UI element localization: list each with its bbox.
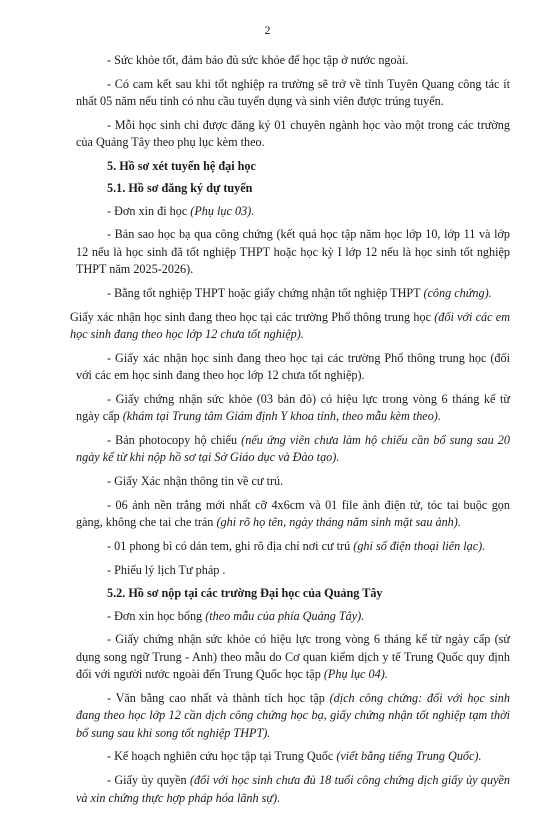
paragraph: - 01 phong bì có dán tem, ghi rõ địa chỉ nơi cư trú (ghi số điện thoại liên lạc). [107, 538, 486, 553]
paragraph: - Mỗi học sinh chỉ được đăng ký 01 chuyên ngành học vào một trong các trường của Quảng Tây theo phụ lục kèm theo. [76, 117, 510, 150]
paragraph: - Bằng tốt nghiệp THPT hoặc giấy chứng nhận tốt nghiệp THPT (công chứng). [107, 285, 492, 300]
paragraph: - Giấy chứng nhận sức khỏe (03 bản đỏ) có hiệu lực trong vòng 6 tháng kể từ ngày cấp (khám tại Trung tâm Giám định Y khoa tỉnh, theo mẫu kèm theo). [76, 391, 510, 424]
paragraph: - Giấy chứng nhận sức khỏe có hiệu lực trong vòng 6 tháng kể từ ngày cấp (sử dụng song ngữ Trung - Anh) theo mẫu do Cơ quan kiểm dịch y tế Trung Quốc quy định đối với người nước ngoài đến Trung Quốc học tập (Phụ lục 04). [76, 632, 510, 682]
page-number: 2 [264, 23, 271, 37]
paragraph: - Giấy ủy quyền (đối với học sinh chưa đủ 18 tuổi công chứng dịch giấy ủy quyền và xin chứng thực hợp pháp hóa lãnh sự). [76, 773, 510, 805]
paragraph: - 06 ảnh nền trắng mới nhất cỡ 4x6cm và 01 file ảnh điện tử, tóc tai buộc gọn gàng, không che tai che trán (ghi rõ họ tên, ngày tháng năm sinh mặt sau ảnh). [76, 497, 510, 530]
paragraph: - Đơn xin học bổng (theo mẫu của phía Quảng Tây). [107, 608, 365, 623]
subsection-heading: 5.2. Hồ sơ nộp tại các trường Đại học của Quảng Tây [107, 586, 383, 601]
section-heading: 5. Hồ sơ xét tuyển hệ đại học [107, 158, 256, 173]
paragraph: - Giấy xác nhận học sinh đang theo học tại các trường Phổ thông trung học (đối với các em học sinh đang theo học lớp 12 chưa tốt nghiệp). [76, 350, 510, 383]
paragraph: - Giấy Xác nhận thông tin về cư trú. [107, 474, 284, 489]
paragraph: Giấy xác nhận học sinh đang theo học tại các trường Phổ thông trung học (đối với các em học sinh đang theo học lớp 12 chưa tốt nghiệp). [70, 309, 510, 342]
page-body [70, 52, 510, 813]
paragraph: - Sức khỏe tốt, đảm bảo đủ sức khỏe để học tập ở nước ngoài. [107, 53, 409, 67]
paragraph: - Bản photocopy hộ chiếu (nếu ứng viên chưa làm hộ chiếu cần bổ sung sau 20 ngày kể từ khi nộp hồ sơ tại Sở Giáo dục và Đào tạo). [76, 432, 510, 465]
paragraph: - Bản sao học bạ qua công chứng (kết quả học tập năm học lớp 10, lớp 11 và lớp 12 nếu là học sinh đã tốt nghiệp THPT hoặc học kỳ I lớp 12 nếu là học sinh tốt nghiệp THPT năm 2025-2026). [76, 227, 510, 277]
paragraph: - Phiếu lý lịch Tư pháp . [107, 562, 226, 577]
paragraph: - Kế hoạch nghiên cứu học tập tại Trung Quốc (viết bằng tiếng Trung Quốc). [107, 749, 482, 764]
paragraph: - Văn bằng cao nhất và thành tích học tập (dịch công chứng: đối với học sinh đang theo học lớp 12 cần dịch công chứng học bạ, giấy chứng nhận tốt nghiệp tạm thời bổ sung sau khi song tốt nghiệp THPT). [76, 690, 510, 740]
paragraph: - Đơn xin đi học (Phụ lục 03). [107, 203, 255, 218]
paragraph: - Có cam kết sau khi tốt nghiệp ra trường sẽ trở về tỉnh Tuyên Quang công tác ít nhất 05 năm nếu tỉnh có nhu cầu tuyển dụng và sinh viên được trúng tuyển. [76, 76, 510, 109]
subsection-heading: 5.1. Hồ sơ đăng ký dự tuyển [107, 181, 253, 196]
